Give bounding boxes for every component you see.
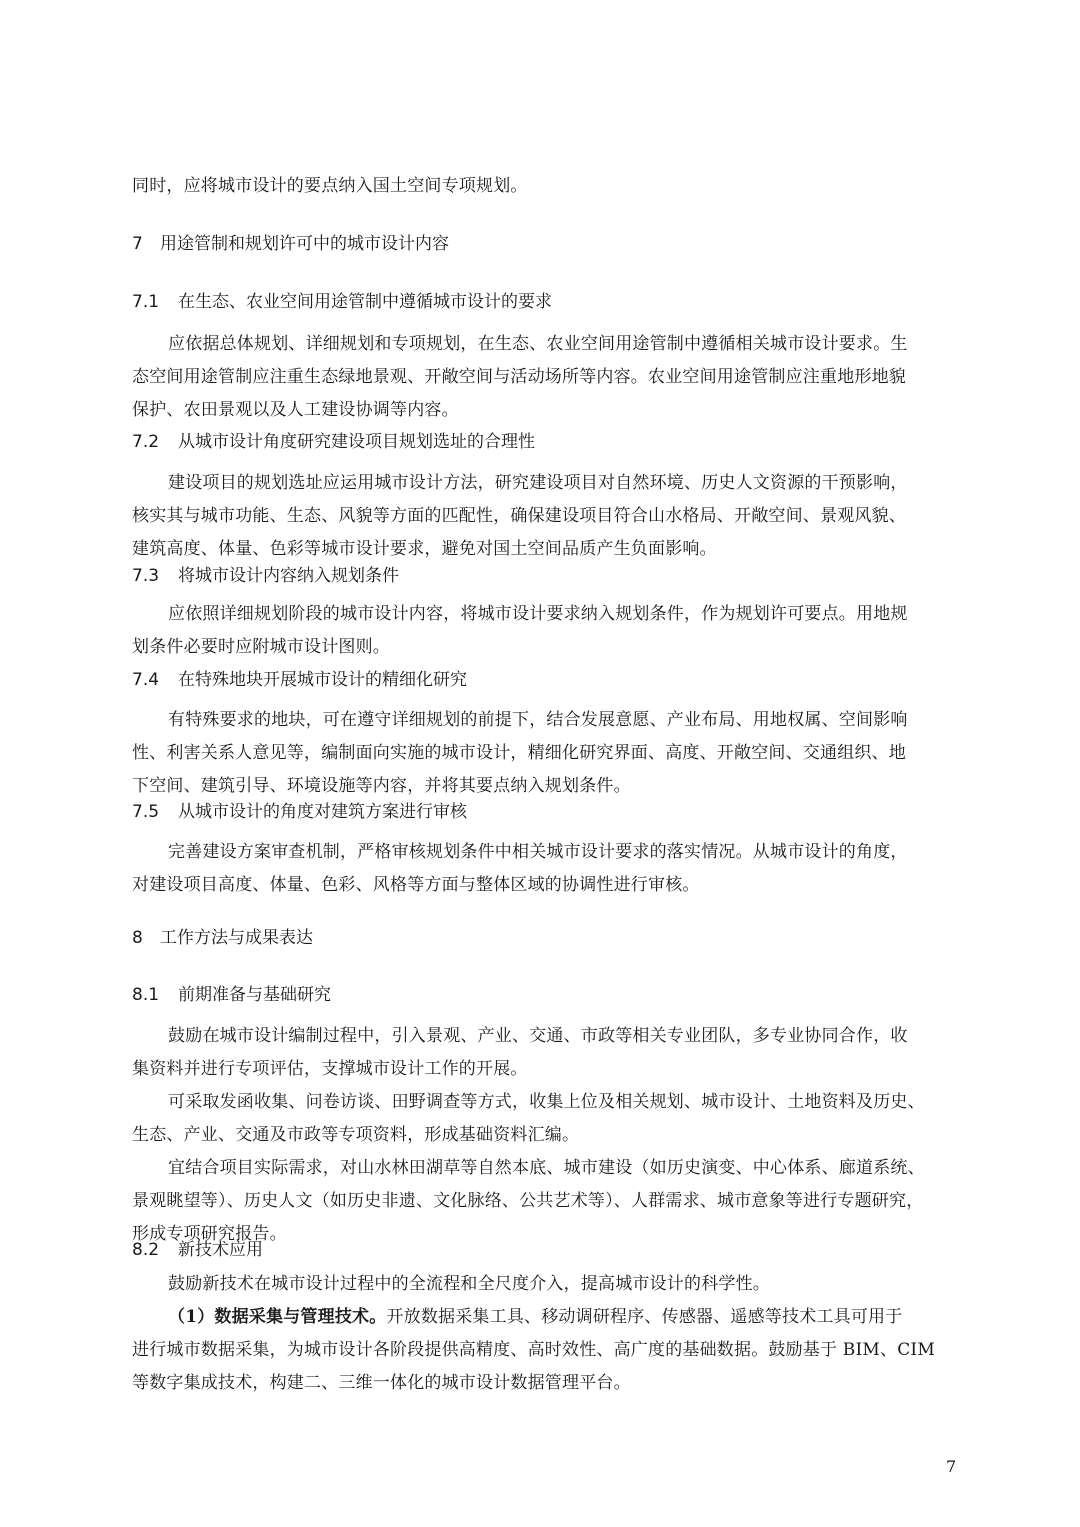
carryover-paragraph — [132, 170, 978, 203]
subsection-8-1-paragraph-1 — [132, 1020, 978, 1086]
subsection-title: 新技术应用 — [178, 1240, 263, 1260]
subsection-number: 8.2 — [132, 1240, 160, 1260]
section-7-heading — [132, 232, 978, 256]
text-line: 对建设项目高度、体量、色彩、风格等方面与整体区域的协调性进行审核。 — [132, 875, 700, 895]
text-line: 核实其与城市功能、生态、风貌等方面的匹配性，确保建设项目符合山水格局、开敞空间、景观风貌、 — [132, 506, 906, 526]
text-line: 鼓励新技术在城市设计过程中的全流程和全尺度介入，提高城市设计的科学性。 — [168, 1274, 770, 1294]
section-title: 工作方法与成果表达 — [160, 928, 313, 948]
subsection-number: 7.5 — [132, 802, 160, 822]
subsection-7-3-body — [132, 598, 978, 664]
subsection-8-1-paragraph-3 — [132, 1152, 978, 1251]
subsection-7-3-heading — [132, 564, 978, 588]
subsection-number: 7.2 — [132, 432, 160, 452]
subsection-number: 7.3 — [132, 566, 160, 586]
subsection-7-4-heading — [132, 668, 978, 692]
section-number: 7 — [132, 234, 143, 254]
text-line: 应依据总体规划、详细规划和专项规划，在生态、农业空间用途管制中遵循相关城市设计要求。生 — [168, 334, 908, 354]
text-line: 应依照详细规划阶段的城市设计内容，将城市设计要求纳入规划条件，作为规划许可要点。用地规 — [168, 604, 908, 624]
item-lead-text: 开放数据采集工具、移动调研程序、传感器、遥感等技术工具可用于 — [386, 1307, 903, 1327]
subsection-title: 从城市设计的角度对建筑方案进行审核 — [178, 802, 467, 822]
subsection-7-1-heading — [132, 290, 978, 314]
text-line: 性、利害关系人意见等，编制面向实施的城市设计，精细化研究界面、高度、开敞空间、交通组织、地 — [132, 743, 906, 763]
text-line: 集资料并进行专项评估，支撑城市设计工作的开展。 — [132, 1059, 528, 1079]
subsection-number: 7.4 — [132, 670, 160, 690]
subsection-7-2-heading — [132, 430, 978, 454]
text-line: 鼓励在城市设计编制过程中，引入景观、产业、交通、市政等相关专业团队，多专业协同合作，收 — [168, 1026, 908, 1046]
subsection-7-5-body — [132, 836, 978, 902]
subsection-title: 从城市设计角度研究建设项目规划选址的合理性 — [178, 432, 535, 452]
page-number: 7 — [946, 1457, 957, 1476]
text-line: 有特殊要求的地块，可在遵守详细规划的前提下，结合发展意愿、产业布局、用地权属、空间影响 — [168, 710, 908, 730]
subsection-number: 8.1 — [132, 985, 160, 1005]
subsection-8-2-item-1 — [132, 1301, 978, 1400]
text-line: 同时，应将城市设计的要点纳入国土空间专项规划。 — [132, 176, 528, 196]
text-line: 等数字集成技术，构建二、三维一体化的城市设计数据管理平台。 — [132, 1373, 631, 1393]
text-line: 形成专项研究报告。 — [132, 1224, 287, 1244]
text-line: 保护、农田景观以及人工建设协调等内容。 — [132, 400, 459, 420]
subsection-7-4-body — [132, 704, 978, 803]
subsection-8-1-heading — [132, 983, 978, 1007]
subsection-7-5-heading — [132, 800, 978, 824]
subsection-title: 将城市设计内容纳入规划条件 — [178, 566, 399, 586]
text-line: 生态、产业、交通及市政等专项资料，形成基础资料汇编。 — [132, 1125, 580, 1145]
subsection-title: 前期准备与基础研究 — [178, 985, 331, 1005]
section-number: 8 — [132, 928, 143, 948]
text-line: 可采取发函收集、问卷访谈、田野调查等方式，收集上位及相关规划、城市设计、土地资料及历史、 — [168, 1092, 925, 1112]
text-line: 下空间、建筑引导、环境设施等内容，并将其要点纳入规划条件。 — [132, 776, 631, 796]
text-line: 态空间用途管制应注重生态绿地景观、开敞空间与活动场所等内容。农业空间用途管制应注重地形地貌 — [132, 367, 906, 387]
text-line — [132, 1301, 978, 1334]
text-line: 完善建设方案审查机制，严格审核规划条件中相关城市设计要求的落实情况。从城市设计的角度， — [168, 842, 908, 862]
subsection-8-2-intro — [132, 1268, 978, 1301]
section-8-heading — [132, 926, 978, 950]
subsection-title: 在特殊地块开展城市设计的精细化研究 — [178, 670, 467, 690]
text-line: 建设项目的规划选址应运用城市设计方法，研究建设项目对自然环境、历史人文资源的干预影响， — [168, 473, 908, 493]
subsection-7-2-body — [132, 467, 978, 566]
subsection-number: 7.1 — [132, 292, 160, 312]
subsection-8-2-heading — [132, 1238, 978, 1262]
text-line: 划条件必要时应附城市设计图则。 — [132, 637, 390, 657]
subsection-8-1-paragraph-2 — [132, 1086, 978, 1152]
section-title: 用途管制和规划许可中的城市设计内容 — [160, 234, 449, 254]
subsection-7-1-body — [132, 328, 978, 427]
text-line: 景观眺望等）、历史人文（如历史非遗、文化脉络、公共艺术等）、人群需求、城市意象等进行专题研究， — [132, 1191, 924, 1211]
item-lead-bold: （1）数据采集与管理技术。 — [168, 1307, 387, 1327]
text-line: 宜结合项目实际需求，对山水林田湖草等自然本底、城市建设（如历史演变、中心体系、廊道系统、 — [168, 1158, 925, 1178]
text-line: 进行城市数据采集，为城市设计各阶段提供高精度、高时效性、高广度的基础数据。鼓励基于 BIM、CIM — [132, 1340, 935, 1360]
subsection-title: 在生态、农业空间用途管制中遵循城市设计的要求 — [178, 292, 552, 312]
text-line: 建筑高度、体量、色彩等城市设计要求，避免对国土空间品质产生负面影响。 — [132, 539, 717, 559]
